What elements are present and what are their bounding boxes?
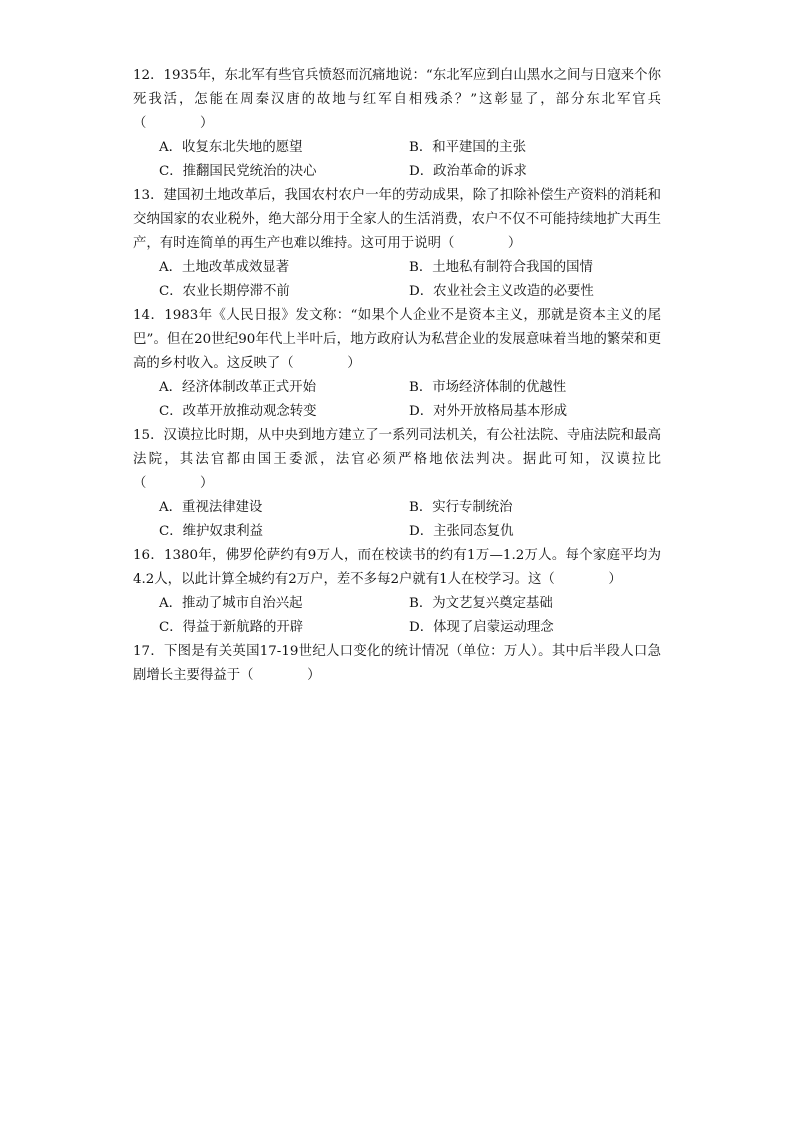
question-stem: 14．1983年《人民日报》发文称：“如果个人企业不是资本主义，那就是资本主义的尾巴”。但在20世纪90年代上半叶后，地方政府认为私营企业的发展意味着当地的繁荣和更高的乡村收入。这反映了（ ） <box>133 308 661 371</box>
question-stem: 12．1935年，东北军有些官兵愤怒而沉痛地说：“东北军应到白山黑水之间与日寇来个你死我活，怎能在周秦汉唐的故地与红军自相残杀？”这彰显了，部分东北军官兵（ ） <box>133 68 661 131</box>
option-c: C．改革开放推动观念转变 <box>159 404 317 419</box>
option-grid <box>133 376 661 424</box>
question-14 <box>133 304 661 424</box>
question-stem: 17．下图是有关英国17-19世纪人口变化的统计情况（单位：万人）。其中后半段人口急剧增长主要得益于（ ） <box>133 644 661 683</box>
option-b: B．实行专制统治 <box>409 500 513 515</box>
option-b: B．和平建国的主张 <box>409 140 526 155</box>
question-12 <box>133 64 661 184</box>
option-a: A．推动了城市自治兴起 <box>159 596 303 611</box>
option-d: D．体现了启蒙运动理念 <box>409 620 554 635</box>
question-stem: 13．建国初土地改革后，我国农村农户一年的劳动成果，除了扣除补偿生产资料的消耗和交纳国家的农业税外，绝大部分用于全家人的生活消费，农户不仅不可能持续地扩大再生产，有时连简单的再生产也难以维持。这可用于说明（ ） <box>133 188 661 251</box>
option-b: B．土地私有制符合我国的国情 <box>409 260 593 275</box>
blank-figure-area <box>133 688 661 1068</box>
question-stem: 16．1380年，佛罗伦萨约有9万人，而在校读书的约有1万—1.2万人。每个家庭平均为4.2人，以此计算全城约有2万户，差不多每2户就有1人在校学习。这（ ） <box>133 548 661 587</box>
option-c: C．维护奴隶利益 <box>159 524 263 539</box>
question-stem: 15．汉谟拉比时期，从中央到地方建立了一系列司法机关，有公社法院、寺庙法院和最高法院，其法官都由国王委派，法官必须严格地依法判决。据此可知，汉谟拉比（ ） <box>133 428 661 491</box>
option-grid <box>133 256 661 304</box>
option-a: A．收复东北失地的愿望 <box>159 140 303 155</box>
option-b: B．市场经济体制的优越性 <box>409 380 567 395</box>
option-c: C．农业长期停滞不前 <box>159 284 290 299</box>
option-c: C．推翻国民党统治的决心 <box>159 164 317 179</box>
option-grid <box>133 496 661 544</box>
option-d: D．政治革命的诉求 <box>409 164 527 179</box>
question-15 <box>133 424 661 544</box>
option-grid <box>133 136 661 184</box>
option-d: D．对外开放格局基本形成 <box>409 404 568 419</box>
option-a: A．重视法律建设 <box>159 500 263 515</box>
option-a: A．经济体制改革正式开始 <box>159 380 316 395</box>
question-16 <box>133 544 661 640</box>
option-d: D．主张同态复仇 <box>409 524 514 539</box>
question-17 <box>133 640 661 1068</box>
option-a: A．土地改革成效显著 <box>159 260 290 275</box>
option-d: D．农业社会主义改造的必要性 <box>409 284 594 299</box>
option-c: C．得益于新航路的开辟 <box>159 620 304 635</box>
option-grid <box>133 592 661 640</box>
option-b: B．为文艺复兴奠定基础 <box>409 596 553 611</box>
question-13 <box>133 184 661 304</box>
question-list <box>133 64 661 1068</box>
